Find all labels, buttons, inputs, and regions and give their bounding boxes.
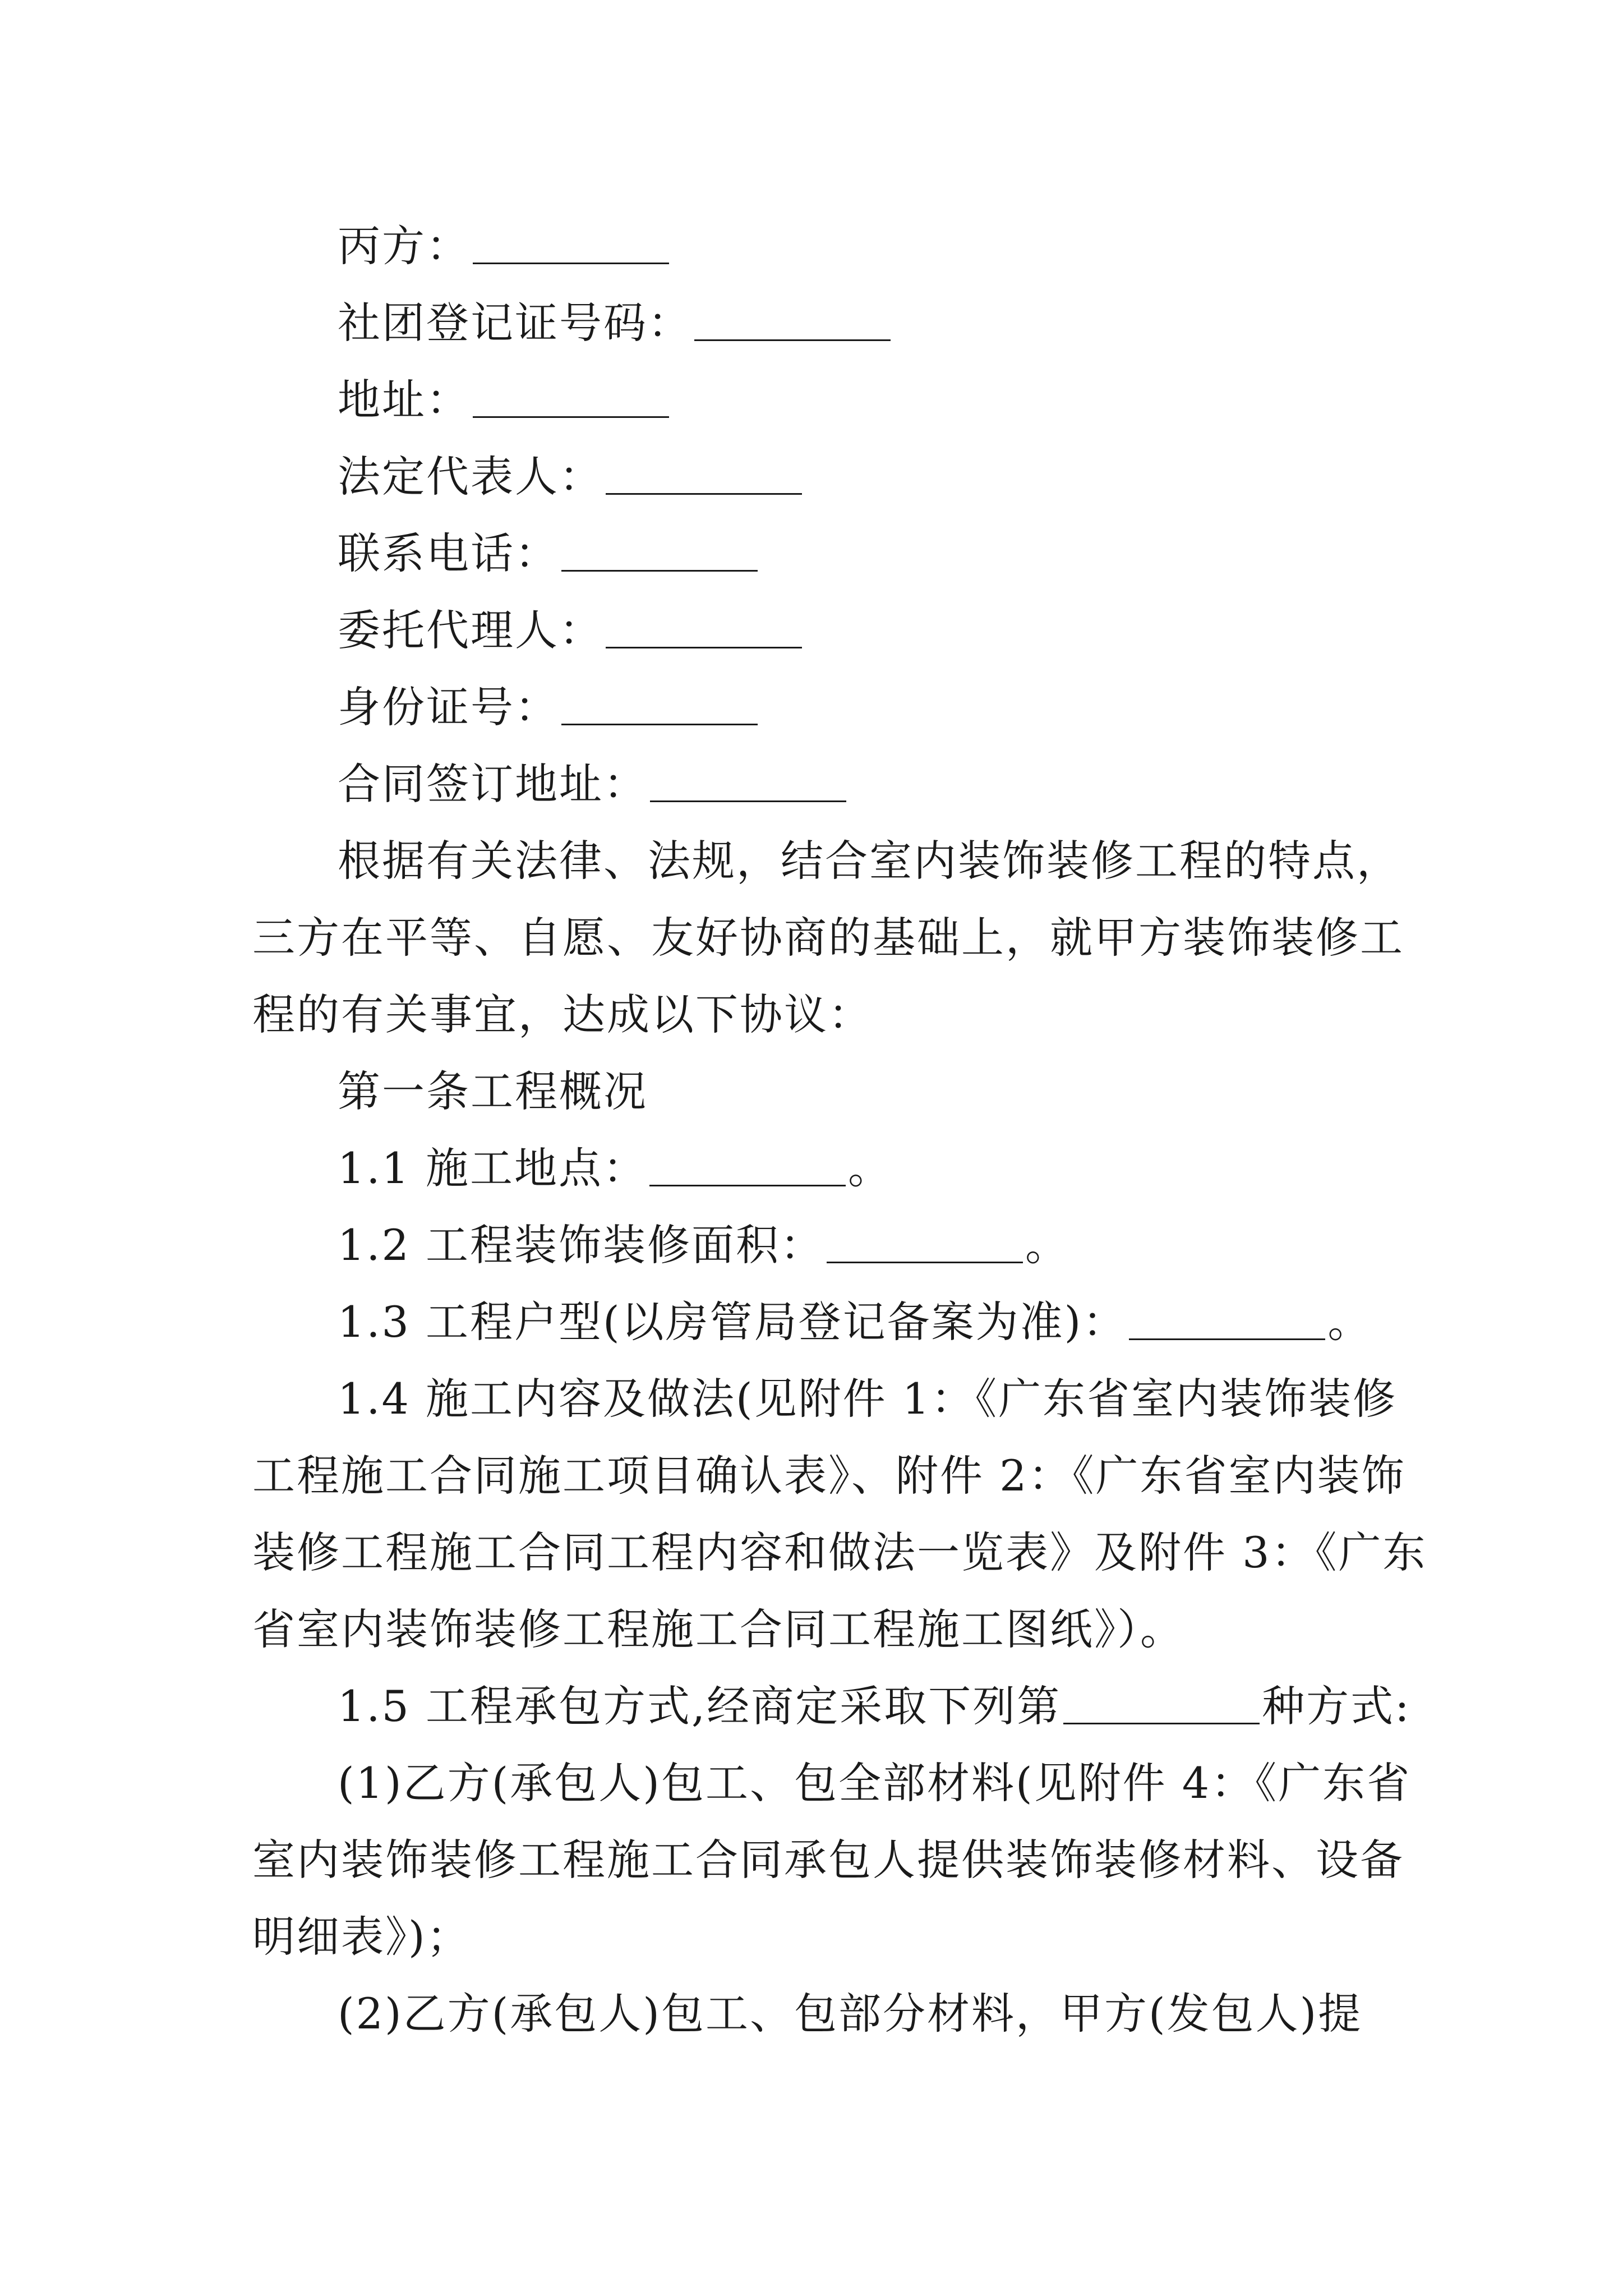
item-1-5: 1.5 工程承包方式,经商定采取下列第 种方式: [338,1681,1411,1731]
blank-line [606,454,802,495]
blank-line [1063,1683,1260,1724]
option-1-line: 明细表》)； [252,1912,471,1962]
preamble-line: 三方在平等、自愿、友好协商的基础上，就甲方装饰装修工 [252,913,1404,963]
field-signing-address: 合同签订地址： [252,746,1385,822]
preamble-line: 程的有关事宜，达成以下协议： [252,990,873,1039]
field-registration-number: 社团登记证号码： [252,284,1385,361]
article-title: 第一条工程概况 [338,1066,648,1116]
blank-line [827,1222,1023,1263]
contract-body [252,208,1427,2052]
blank-line [694,300,891,341]
field-party-c: 丙方： [252,208,1385,284]
item-1-4-line: 工程施工合同施工项目确认表》、附件 2：《广东省室内装饰 [252,1451,1406,1501]
blank-line [650,761,846,802]
blank-line [649,1145,846,1186]
blank-line [561,531,758,572]
item-1-4-line: 1.4 施工内容及做法(见附件 1：《广东省室内装饰装修 [338,1374,1398,1424]
option-1-line: (1)乙方(承包人)包工、包全部材料(见附件 4：《广东省 [338,1758,1412,1808]
item-1-4-line: 省室内装饰装修工程施工合同工程施工图纸》）。 [252,1604,1184,1654]
blank-line [473,223,669,264]
option-2-line: (2)乙方(承包人)包工、包部分材料，甲方(发包人)提 [338,1989,1363,2039]
blank-line [606,608,802,648]
field-agent: 委托代理人： [252,592,1385,669]
preamble-line: 根据有关法律、法规，结合室内装饰装修工程的特点， [338,836,1401,886]
item-1-3: 1.3 工程户型(以房管局登记备案为准)： 。 [338,1297,1372,1347]
field-id-number: 身份证号： [252,669,1385,746]
field-phone: 联系电话： [252,515,1385,592]
item-1-2: 1.2 工程装饰装修面积： 。 [338,1220,1070,1270]
blank-line [473,377,669,418]
blank-line [1129,1299,1325,1340]
item-1-4-line: 装修工程施工合同工程内容和做法一览表》及附件 3：《广东 [252,1527,1427,1577]
item-1-1: 1.1 施工地点： 。 [338,1143,893,1193]
field-legal-representative: 法定代表人： [252,438,1385,515]
field-address: 地址： [252,361,1385,438]
option-1-line: 室内装饰装修工程施工合同承包人提供装饰装修材料、设备 [252,1835,1404,1885]
blank-line [561,684,758,725]
